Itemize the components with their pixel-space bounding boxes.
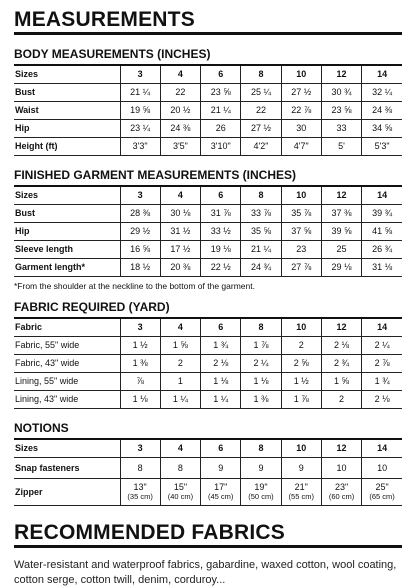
size-header: 12 <box>321 440 361 458</box>
table-cell: 1 ⅜ <box>241 391 281 409</box>
table-row <box>14 458 402 479</box>
row-label: Fabric, 43" wide <box>14 355 120 373</box>
size-header: 12 <box>321 66 361 84</box>
table-cell: 33 ½ <box>201 223 241 241</box>
zipper-inches: 17" <box>214 482 228 492</box>
zipper-inches: 15" <box>173 482 188 492</box>
table-cell: 8 <box>160 458 200 479</box>
table-cell: 37 ⅜ <box>321 205 361 223</box>
table-cell: 4'2" <box>241 138 281 156</box>
table-cell: 20 ⅜ <box>160 259 200 277</box>
zipper-inches: 21" <box>294 482 308 492</box>
table-cell: 1 ⅞ <box>281 391 321 409</box>
table-cell: 5' <box>321 138 361 156</box>
size-header: 8 <box>241 66 281 84</box>
table-cell: ⅞ <box>120 373 160 391</box>
table-cell: 26 ¾ <box>362 241 402 259</box>
table-cell: 1 ⅛ <box>120 391 160 409</box>
table-cell: 1 ¼ <box>160 391 200 409</box>
table-row <box>14 373 402 391</box>
row-label: Fabric, 55" wide <box>14 337 120 355</box>
size-header: 10 <box>281 440 321 458</box>
table-cell: 2 ⅞ <box>362 355 402 373</box>
table-row <box>14 205 402 223</box>
notions-table <box>14 440 402 506</box>
table-cell: 30 ⅛ <box>160 205 200 223</box>
size-header: 6 <box>201 187 241 205</box>
table-cell: 35 ⅞ <box>281 205 321 223</box>
zipper-inches: 25" <box>375 482 389 492</box>
table-cell: 22 <box>160 84 200 102</box>
size-header: 3 <box>120 187 160 205</box>
table-cell: 2 ⅛ <box>201 355 241 373</box>
table-cell: 1 ⅜ <box>120 355 160 373</box>
header-label: Sizes <box>14 66 120 84</box>
fabric-required-heading: FABRIC REQUIRED (YARD) <box>14 300 170 314</box>
table-cell: 28 ⅜ <box>120 205 160 223</box>
table-cell: 23 ¼ <box>120 120 160 138</box>
table-cell: 2 ¼ <box>362 337 402 355</box>
table-cell: 1 ¼ <box>201 391 241 409</box>
row-label: Hip <box>14 223 120 241</box>
table-cell: 21 ¼ <box>241 241 281 259</box>
table-cell: 2 <box>281 337 321 355</box>
row-label: Lining, 55" wide <box>14 373 120 391</box>
table-cell: 29 ⅛ <box>321 259 361 277</box>
table-cell: 33 ⅞ <box>241 205 281 223</box>
zipper-cm: (60 cm) <box>328 492 355 501</box>
table-cell: 30 ¾ <box>321 84 361 102</box>
row-label: Lining, 43" wide <box>14 391 120 409</box>
title-rule <box>14 32 402 35</box>
table-cell: 17 ½ <box>160 241 200 259</box>
size-header: 10 <box>281 66 321 84</box>
table-cell: 33 <box>321 120 361 138</box>
table-cell: 27 ½ <box>241 120 281 138</box>
table-row <box>14 102 402 120</box>
table-cell: 3'3" <box>120 138 160 156</box>
table-cell: 1 ½ <box>120 337 160 355</box>
measurements-page <box>14 0 402 588</box>
row-label: Garment length* <box>14 259 120 277</box>
table-cell: 2 <box>160 355 200 373</box>
size-header: 3 <box>120 319 160 337</box>
size-header: 12 <box>321 319 361 337</box>
table-cell: 21 ¼ <box>120 84 160 102</box>
notions-heading: NOTIONS <box>14 421 69 435</box>
size-header: 8 <box>241 319 281 337</box>
size-header: 6 <box>201 319 241 337</box>
size-header: 10 <box>281 187 321 205</box>
size-header: 8 <box>241 187 281 205</box>
table-cell: 1 ⅝ <box>160 337 200 355</box>
recommended-fabrics-text: Water-resistant and waterproof fabrics, gabardine, waxed cotton, wool coating, cotton serge, cotton twill, denim, corduroy... <box>14 559 397 586</box>
table-cell <box>160 479 200 506</box>
table-row <box>14 120 402 138</box>
table-cell: 27 ½ <box>281 84 321 102</box>
table-cell: 1 ¾ <box>362 373 402 391</box>
table-cell: 9 <box>201 458 241 479</box>
table-cell: 1 ⅛ <box>201 373 241 391</box>
table-cell: 5'3" <box>362 138 402 156</box>
table-cell: 22 ⅞ <box>281 102 321 120</box>
table-row <box>14 241 402 259</box>
row-label: Bust <box>14 84 120 102</box>
table-cell: 23 ⅝ <box>321 102 361 120</box>
table-cell: 35 ⅝ <box>241 223 281 241</box>
size-header: 8 <box>241 440 281 458</box>
table-cell: 1 <box>160 373 200 391</box>
table-cell: 30 <box>281 120 321 138</box>
table-cell: 26 <box>201 120 241 138</box>
header-label: Sizes <box>14 440 120 458</box>
header-label: Sizes <box>14 187 120 205</box>
table-header-row <box>14 66 402 84</box>
table-cell: 3'10" <box>201 138 241 156</box>
size-header: 12 <box>321 187 361 205</box>
size-header: 6 <box>201 66 241 84</box>
table-cell: 20 ½ <box>160 102 200 120</box>
table-row <box>14 259 402 277</box>
finished-garment-heading: FINISHED GARMENT MEASUREMENTS (INCHES) <box>14 168 297 182</box>
table-row <box>14 337 402 355</box>
table-cell: 2 ⅛ <box>362 391 402 409</box>
table-cell: 2 <box>321 391 361 409</box>
table-cell: 31 ½ <box>160 223 200 241</box>
table-cell: 10 <box>321 458 361 479</box>
table-cell: 24 ⅜ <box>160 120 200 138</box>
zipper-cm: (35 cm) <box>127 492 153 501</box>
table-cell: 31 ⅛ <box>362 259 402 277</box>
size-header: 10 <box>281 319 321 337</box>
table-cell: 10 <box>362 458 402 479</box>
table-cell: 1 ¾ <box>201 337 241 355</box>
table-header-row <box>14 187 402 205</box>
size-header: 4 <box>160 319 200 337</box>
zipper-inches: 23" <box>334 482 349 492</box>
table-row <box>14 391 402 409</box>
table-header-row <box>14 319 402 337</box>
table-cell: 9 <box>281 458 321 479</box>
title-rule <box>14 545 402 548</box>
table-row <box>14 355 402 373</box>
table-cell: 2 ⅛ <box>321 337 361 355</box>
table-cell: 18 ½ <box>120 259 160 277</box>
table-cell: 19 ⅝ <box>120 102 160 120</box>
size-header: 4 <box>160 440 200 458</box>
garment-length-note: *From the shoulder at the neckline to the bottom of the garment. <box>14 281 255 291</box>
row-label: Snap fasteners <box>14 458 120 479</box>
size-header: 14 <box>362 187 402 205</box>
size-header: 14 <box>362 440 402 458</box>
table-cell: 1 ⅞ <box>241 337 281 355</box>
zipper-cm: (50 cm) <box>248 492 274 501</box>
table-row <box>14 138 402 156</box>
table-cell: 24 ⅜ <box>362 102 402 120</box>
table-cell: 2 ¼ <box>241 355 281 373</box>
body-measurements-table <box>14 66 402 156</box>
recommended-fabrics-title: RECOMMENDED FABRICS <box>14 521 285 544</box>
zipper-cm: (45 cm) <box>207 492 234 501</box>
table-row <box>14 479 402 506</box>
table-cell: 39 ¾ <box>362 205 402 223</box>
table-cell: 39 ⅝ <box>321 223 361 241</box>
page-title: MEASUREMENTS <box>14 8 195 31</box>
table-cell: 37 ⅝ <box>281 223 321 241</box>
table-cell: 41 ⅝ <box>362 223 402 241</box>
table-cell <box>362 479 402 506</box>
table-header-row <box>14 440 402 458</box>
table-cell: 21 ¼ <box>201 102 241 120</box>
row-label: Hip <box>14 120 120 138</box>
table-cell: 8 <box>120 458 160 479</box>
table-cell: 2 ⅝ <box>281 355 321 373</box>
table-cell <box>241 479 281 506</box>
zipper-cm: (65 cm) <box>369 492 395 501</box>
row-label: Zipper <box>14 479 120 506</box>
body-measurements-heading: BODY MEASUREMENTS (INCHES) <box>14 47 211 61</box>
table-cell: 23 <box>281 241 321 259</box>
table-cell: 1 ⅛ <box>241 373 281 391</box>
table-cell: 2 ¾ <box>321 355 361 373</box>
table-cell: 27 ⅞ <box>281 259 321 277</box>
zipper-inches: 19" <box>254 482 268 492</box>
size-header: 3 <box>120 66 160 84</box>
size-header: 4 <box>160 66 200 84</box>
fabric-required-table <box>14 319 402 409</box>
row-label: Waist <box>14 102 120 120</box>
table-cell: 31 ⅞ <box>201 205 241 223</box>
row-label: Sleeve length <box>14 241 120 259</box>
table-cell: 22 <box>241 102 281 120</box>
zipper-cm: (55 cm) <box>288 492 314 501</box>
size-header: 6 <box>201 440 241 458</box>
table-cell: 23 ⅝ <box>201 84 241 102</box>
table-cell: 25 <box>321 241 361 259</box>
table-cell <box>281 479 321 506</box>
table-cell: 29 ½ <box>120 223 160 241</box>
size-header: 14 <box>362 319 402 337</box>
table-cell <box>201 479 241 506</box>
table-cell: 32 ¼ <box>362 84 402 102</box>
zipper-cm: (40 cm) <box>167 492 194 501</box>
table-cell: 22 ½ <box>201 259 241 277</box>
size-header: 14 <box>362 66 402 84</box>
row-label: Height (ft) <box>14 138 120 156</box>
finished-garment-table <box>14 187 402 277</box>
table-cell <box>120 479 160 506</box>
table-cell: 25 ¼ <box>241 84 281 102</box>
table-cell: 24 ¾ <box>241 259 281 277</box>
table-row <box>14 84 402 102</box>
table-cell: 9 <box>241 458 281 479</box>
size-header: 4 <box>160 187 200 205</box>
table-cell <box>321 479 361 506</box>
table-row <box>14 223 402 241</box>
table-cell: 34 ⅝ <box>362 120 402 138</box>
table-cell: 3'5" <box>160 138 200 156</box>
row-label: Bust <box>14 205 120 223</box>
zipper-inches: 13" <box>133 482 147 492</box>
header-label: Fabric <box>14 319 120 337</box>
table-cell: 4'7" <box>281 138 321 156</box>
table-cell: 1 ⅝ <box>321 373 361 391</box>
table-cell: 16 ⅝ <box>120 241 160 259</box>
table-cell: 1 ½ <box>281 373 321 391</box>
size-header: 3 <box>120 440 160 458</box>
table-cell: 19 ⅛ <box>201 241 241 259</box>
